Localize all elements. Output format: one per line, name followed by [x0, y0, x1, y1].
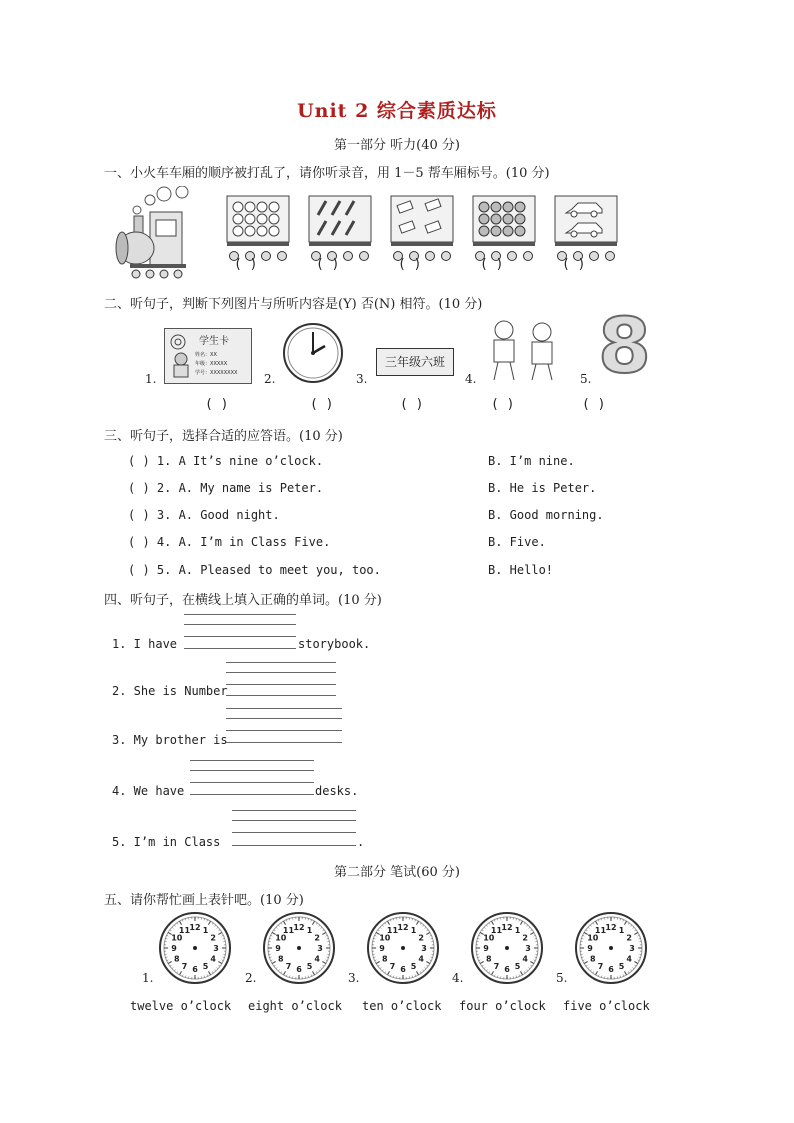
page-title: Unit 2 综合素质达标 — [297, 100, 497, 122]
svg-text:4: 4 — [626, 954, 632, 964]
svg-text:8: 8 — [278, 954, 284, 964]
writing-line[interactable] — [226, 695, 336, 696]
question-option-a: ( ) 4. A. I’m in Class Five. — [128, 535, 331, 549]
svg-text:9: 9 — [483, 944, 489, 953]
number-eight-image: 8 — [598, 301, 651, 390]
pencils-icon — [308, 195, 372, 251]
answer-blank[interactable]: ( ) — [480, 257, 504, 272]
fill-sentence-end: storybook. — [298, 637, 371, 651]
class-sign: 三年级六班 — [376, 348, 454, 376]
svg-text:11: 11 — [386, 925, 399, 935]
wagon-erasers — [390, 195, 454, 261]
writing-line[interactable] — [232, 832, 356, 833]
writing-line[interactable] — [190, 782, 314, 783]
part-one-heading: 第一部分 听力(40 分) — [334, 138, 460, 153]
blank-clock-icon[interactable] — [158, 911, 232, 985]
svg-text:4: 4 — [418, 954, 424, 964]
svg-text:10: 10 — [171, 933, 183, 943]
blank-clock-icon[interactable] — [470, 911, 544, 985]
basketballs-icon — [472, 195, 536, 251]
svg-text:9: 9 — [275, 944, 281, 953]
student-card-image — [164, 328, 252, 384]
card-row-value: XXXXX — [210, 361, 228, 367]
svg-text:3: 3 — [525, 944, 531, 953]
svg-text:4: 4 — [522, 954, 528, 964]
toy-cars-icon — [554, 195, 618, 251]
svg-text:12: 12 — [189, 923, 201, 932]
svg-text:3: 3 — [629, 944, 635, 953]
svg-text:6: 6 — [400, 965, 406, 974]
question-option-b: B. Five. — [488, 535, 546, 549]
answer-blank[interactable]: ( ) — [491, 397, 515, 412]
fill-sentence-end: . — [357, 835, 365, 849]
svg-text:12: 12 — [605, 923, 617, 932]
fill-sentence-start: 2. She is Number — [112, 684, 228, 698]
svg-text:7: 7 — [181, 962, 188, 972]
writing-line[interactable] — [232, 845, 356, 846]
svg-text:4: 4 — [314, 954, 320, 964]
section-4-heading: 四、听句子，在横线上填入正确的单词。(10 分) — [104, 593, 382, 608]
student-photo-icon — [169, 351, 193, 379]
item-number: 2. — [245, 971, 257, 985]
svg-text:9: 9 — [587, 944, 593, 953]
svg-text:8: 8 — [590, 954, 596, 964]
writing-line[interactable] — [190, 770, 314, 771]
question-option-a: ( ) 3. A. Good night. — [128, 508, 280, 522]
svg-text:1: 1 — [306, 925, 313, 935]
svg-text:10: 10 — [275, 933, 287, 943]
clock-caption: eight o’clock — [248, 999, 342, 1013]
section-2-heading: 二、听句子，判断下列图片与所听内容是(Y) 否(N) 相符。(10 分) — [104, 297, 483, 312]
svg-text:2: 2 — [210, 933, 216, 943]
answer-blank[interactable]: ( ) — [310, 397, 334, 412]
card-row-value: XXXXXXXX — [210, 370, 238, 376]
svg-text:2: 2 — [418, 933, 424, 943]
svg-text:5: 5 — [306, 962, 313, 972]
svg-text:3: 3 — [213, 944, 219, 953]
writing-line[interactable] — [226, 662, 336, 663]
svg-text:8: 8 — [174, 954, 180, 964]
writing-line[interactable] — [232, 820, 356, 821]
question-option-b: B. He is Peter. — [488, 481, 597, 495]
svg-text:11: 11 — [490, 925, 503, 935]
train-engine-image — [112, 186, 194, 280]
svg-text:3: 3 — [317, 944, 323, 953]
svg-text:5: 5 — [618, 962, 625, 972]
svg-text:10: 10 — [587, 933, 599, 943]
answer-blank[interactable]: ( ) — [205, 397, 229, 412]
svg-text:3: 3 — [421, 944, 427, 953]
writing-line[interactable] — [226, 708, 342, 709]
item-number: 5. — [580, 372, 592, 386]
item-number: 5. — [556, 971, 568, 985]
apples-icon — [226, 195, 290, 251]
svg-text:5: 5 — [410, 962, 417, 972]
blank-clock-icon[interactable] — [262, 911, 336, 985]
wagon-balls — [472, 195, 536, 261]
writing-line[interactable] — [184, 648, 296, 649]
svg-text:10: 10 — [379, 933, 391, 943]
svg-text:9: 9 — [171, 944, 177, 953]
card-row-label: 姓名： — [195, 352, 211, 358]
writing-line[interactable] — [232, 810, 356, 811]
wagon-cars — [554, 195, 618, 261]
item-number: 4. — [452, 971, 464, 985]
svg-text:7: 7 — [389, 962, 396, 972]
svg-text:7: 7 — [285, 962, 292, 972]
svg-text:11: 11 — [594, 925, 607, 935]
erasers-icon — [390, 195, 454, 251]
section-3-heading: 三、听句子，选择合适的应答语。(10 分) — [104, 429, 343, 444]
clock-caption: twelve o’clock — [130, 999, 232, 1013]
svg-text:1: 1 — [410, 925, 417, 935]
svg-text:8: 8 — [382, 954, 388, 964]
svg-text:12: 12 — [293, 923, 305, 932]
item-number: 4. — [465, 372, 477, 386]
writing-line[interactable] — [184, 624, 296, 625]
svg-text:6: 6 — [608, 965, 614, 974]
writing-line[interactable] — [184, 636, 296, 637]
question-option-b: B. I’m nine. — [488, 454, 575, 468]
svg-text:6: 6 — [296, 965, 302, 974]
clock-caption: four o’clock — [459, 999, 546, 1013]
fill-sentence-start: 3. My brother is — [112, 733, 228, 747]
answer-blank[interactable]: ( ) — [562, 257, 586, 272]
wagon-apples — [226, 195, 290, 261]
card-row-label: 年级： — [195, 361, 211, 367]
svg-text:5: 5 — [514, 962, 521, 972]
writing-line[interactable] — [184, 614, 296, 615]
clock-caption: five o’clock — [563, 999, 650, 1013]
svg-text:5: 5 — [202, 962, 209, 972]
fill-sentence-end: desks. — [315, 784, 359, 798]
item-number: 1. — [142, 971, 154, 985]
svg-text:8: 8 — [486, 954, 492, 964]
card-title: 学生卡 — [199, 336, 229, 347]
svg-text:1: 1 — [618, 925, 625, 935]
answer-blank[interactable]: ( ) — [400, 397, 424, 412]
section-1-heading: 一、小火车车厢的顺序被打乱了，请你听录音，用 1－5 帮车厢标号。(10 分) — [104, 166, 550, 181]
svg-text:2: 2 — [314, 933, 320, 943]
writing-line[interactable] — [226, 730, 342, 731]
question-option-a: ( ) 1. A It’s nine o’clock. — [128, 454, 324, 468]
item-number: 3. — [348, 971, 360, 985]
part-two-heading: 第二部分 笔试(60 分) — [334, 865, 460, 880]
blank-clock-icon[interactable] — [574, 911, 648, 985]
answer-blank[interactable]: ( ) — [316, 257, 340, 272]
question-option-b: B. Hello! — [488, 563, 554, 577]
svg-text:12: 12 — [397, 923, 409, 932]
writing-line[interactable] — [190, 760, 314, 761]
answer-blank[interactable]: ( ) — [398, 257, 422, 272]
svg-text:11: 11 — [178, 925, 191, 935]
question-option-a: ( ) 2. A. My name is Peter. — [128, 481, 324, 495]
writing-line[interactable] — [226, 718, 342, 719]
svg-text:10: 10 — [483, 933, 495, 943]
answer-blank[interactable]: ( ) — [582, 397, 606, 412]
svg-text:9: 9 — [379, 944, 385, 953]
wagon-pencils — [308, 195, 372, 261]
question-option-b: B. Good morning. — [488, 508, 604, 522]
fill-sentence-start: 4. We have — [112, 784, 185, 798]
question-option-a: ( ) 5. A. Pleased to meet you, too. — [128, 563, 381, 577]
svg-text:7: 7 — [493, 962, 500, 972]
svg-text:12: 12 — [501, 923, 513, 932]
svg-text:4: 4 — [210, 954, 216, 964]
clock-caption: ten o’clock — [362, 999, 442, 1013]
writing-line[interactable] — [226, 672, 336, 673]
item-number: 1. — [145, 372, 157, 386]
answer-blank[interactable]: ( ) — [234, 257, 258, 272]
section-5-heading: 五、请你帮忙画上表针吧。(10 分) — [104, 893, 304, 908]
writing-line[interactable] — [226, 742, 342, 743]
writing-line[interactable] — [226, 684, 336, 685]
svg-text:11: 11 — [282, 925, 295, 935]
svg-text:6: 6 — [192, 965, 198, 974]
svg-text:2: 2 — [626, 933, 632, 943]
item-number: 3. — [356, 372, 368, 386]
svg-text:6: 6 — [504, 965, 510, 974]
two-girls-image — [484, 318, 568, 384]
blank-clock-icon[interactable] — [366, 911, 440, 985]
clock-icon — [282, 322, 344, 384]
school-logo-icon — [169, 333, 187, 351]
card-row-value: XX — [210, 352, 217, 358]
fill-sentence-start: 5. I’m in Class — [112, 835, 221, 849]
svg-text:1: 1 — [514, 925, 521, 935]
fill-sentence-start: 1. I have — [112, 637, 178, 651]
item-number: 2. — [264, 372, 276, 386]
svg-text:2: 2 — [522, 933, 528, 943]
svg-text:7: 7 — [597, 962, 604, 972]
card-row-label: 学号： — [195, 370, 211, 376]
writing-line[interactable] — [190, 794, 314, 795]
svg-text:1: 1 — [202, 925, 209, 935]
